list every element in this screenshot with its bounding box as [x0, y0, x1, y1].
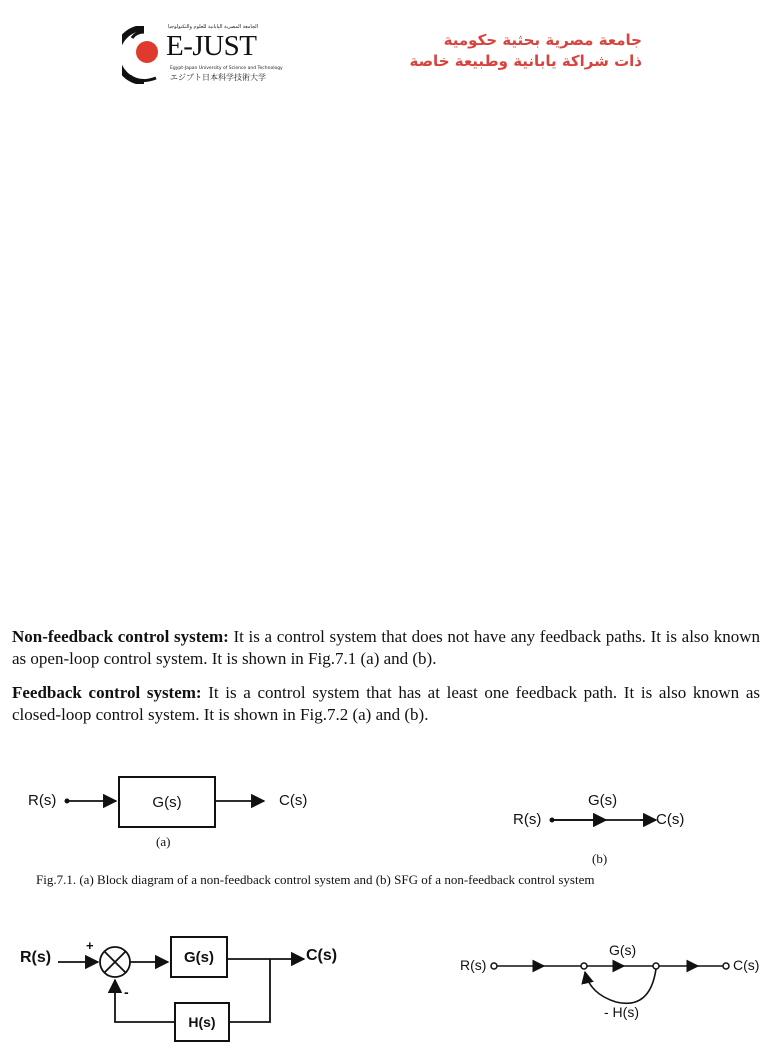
- fig72b-node-r: [491, 963, 497, 969]
- paragraph-text: It is a control system that has at least one feedback path. It is also known as closed-loop control system. It is shown in Fig.7.2 (a) and (b).: [12, 683, 760, 724]
- fig72b-input-label: R(s): [460, 957, 487, 973]
- fig71a-input-label: R(s): [28, 792, 57, 809]
- fig72b-node-c1: [653, 963, 659, 969]
- fig72a-input-label: R(s): [20, 949, 52, 966]
- fig72b-sfg: [491, 963, 729, 1003]
- fig72a-minus-sign: -: [124, 984, 129, 1000]
- term-non-feedback: Non-feedback control system:: [12, 627, 229, 646]
- fig72b-output-label: C(s): [733, 957, 760, 973]
- paragraph-text: It is a control system that does not have any feedback paths. It is also known as open-loop control system. It is shown in Fig.7.1 (a) and (b).: [12, 627, 760, 668]
- fig71b-gain-label: G(s): [588, 792, 618, 809]
- logo-name: E-JUST: [166, 30, 257, 62]
- fig71b-sfg: [550, 818, 657, 823]
- fig72a-feedback-out: [230, 959, 270, 1022]
- fig72a-output-label: C(s): [306, 947, 338, 964]
- arabic-logo-line1: جامعة مصرية بحثية حكومية: [443, 31, 642, 49]
- fig71a-sublabel: (a): [156, 834, 171, 849]
- logo-subtitle-jp: エジプト日本科学技術大学: [170, 73, 266, 82]
- fig72b-node-c: [723, 963, 729, 969]
- fig71b-output-label: C(s): [656, 811, 685, 828]
- fig72a-plus-sign: +: [86, 938, 94, 953]
- fig71-caption: Fig.7.1. (a) Block diagram of a non-feedback control system and (b) SFG of a non-feedback control system: [36, 872, 595, 887]
- fig72a-h-block: H(s): [174, 1002, 230, 1042]
- fig72a-g-block: G(s): [170, 936, 228, 978]
- fig71b-sublabel: (b): [592, 851, 608, 866]
- arabic-logo-line2: ذات شراكة يابانية وطبيعة خاصة: [409, 52, 642, 70]
- fig71b-input-label: R(s): [513, 811, 542, 828]
- logo-tagline: الجامعة المصرية اليابانية للعلوم والتكنولوجيا: [168, 24, 259, 30]
- fig71a-g-block: G(s): [118, 776, 216, 828]
- logo-subtitle-en: Egypt-Japan University of Science and Technology: [170, 66, 283, 71]
- fig72b-feedback-loop: [585, 969, 656, 1003]
- fig72b-gain-label: G(s): [609, 942, 637, 958]
- fig72b-node-e: [581, 963, 587, 969]
- fig72b-feedback-label: - H(s): [604, 1004, 639, 1020]
- fig71a-output-label: C(s): [279, 792, 308, 809]
- term-feedback: Feedback control system:: [12, 683, 202, 702]
